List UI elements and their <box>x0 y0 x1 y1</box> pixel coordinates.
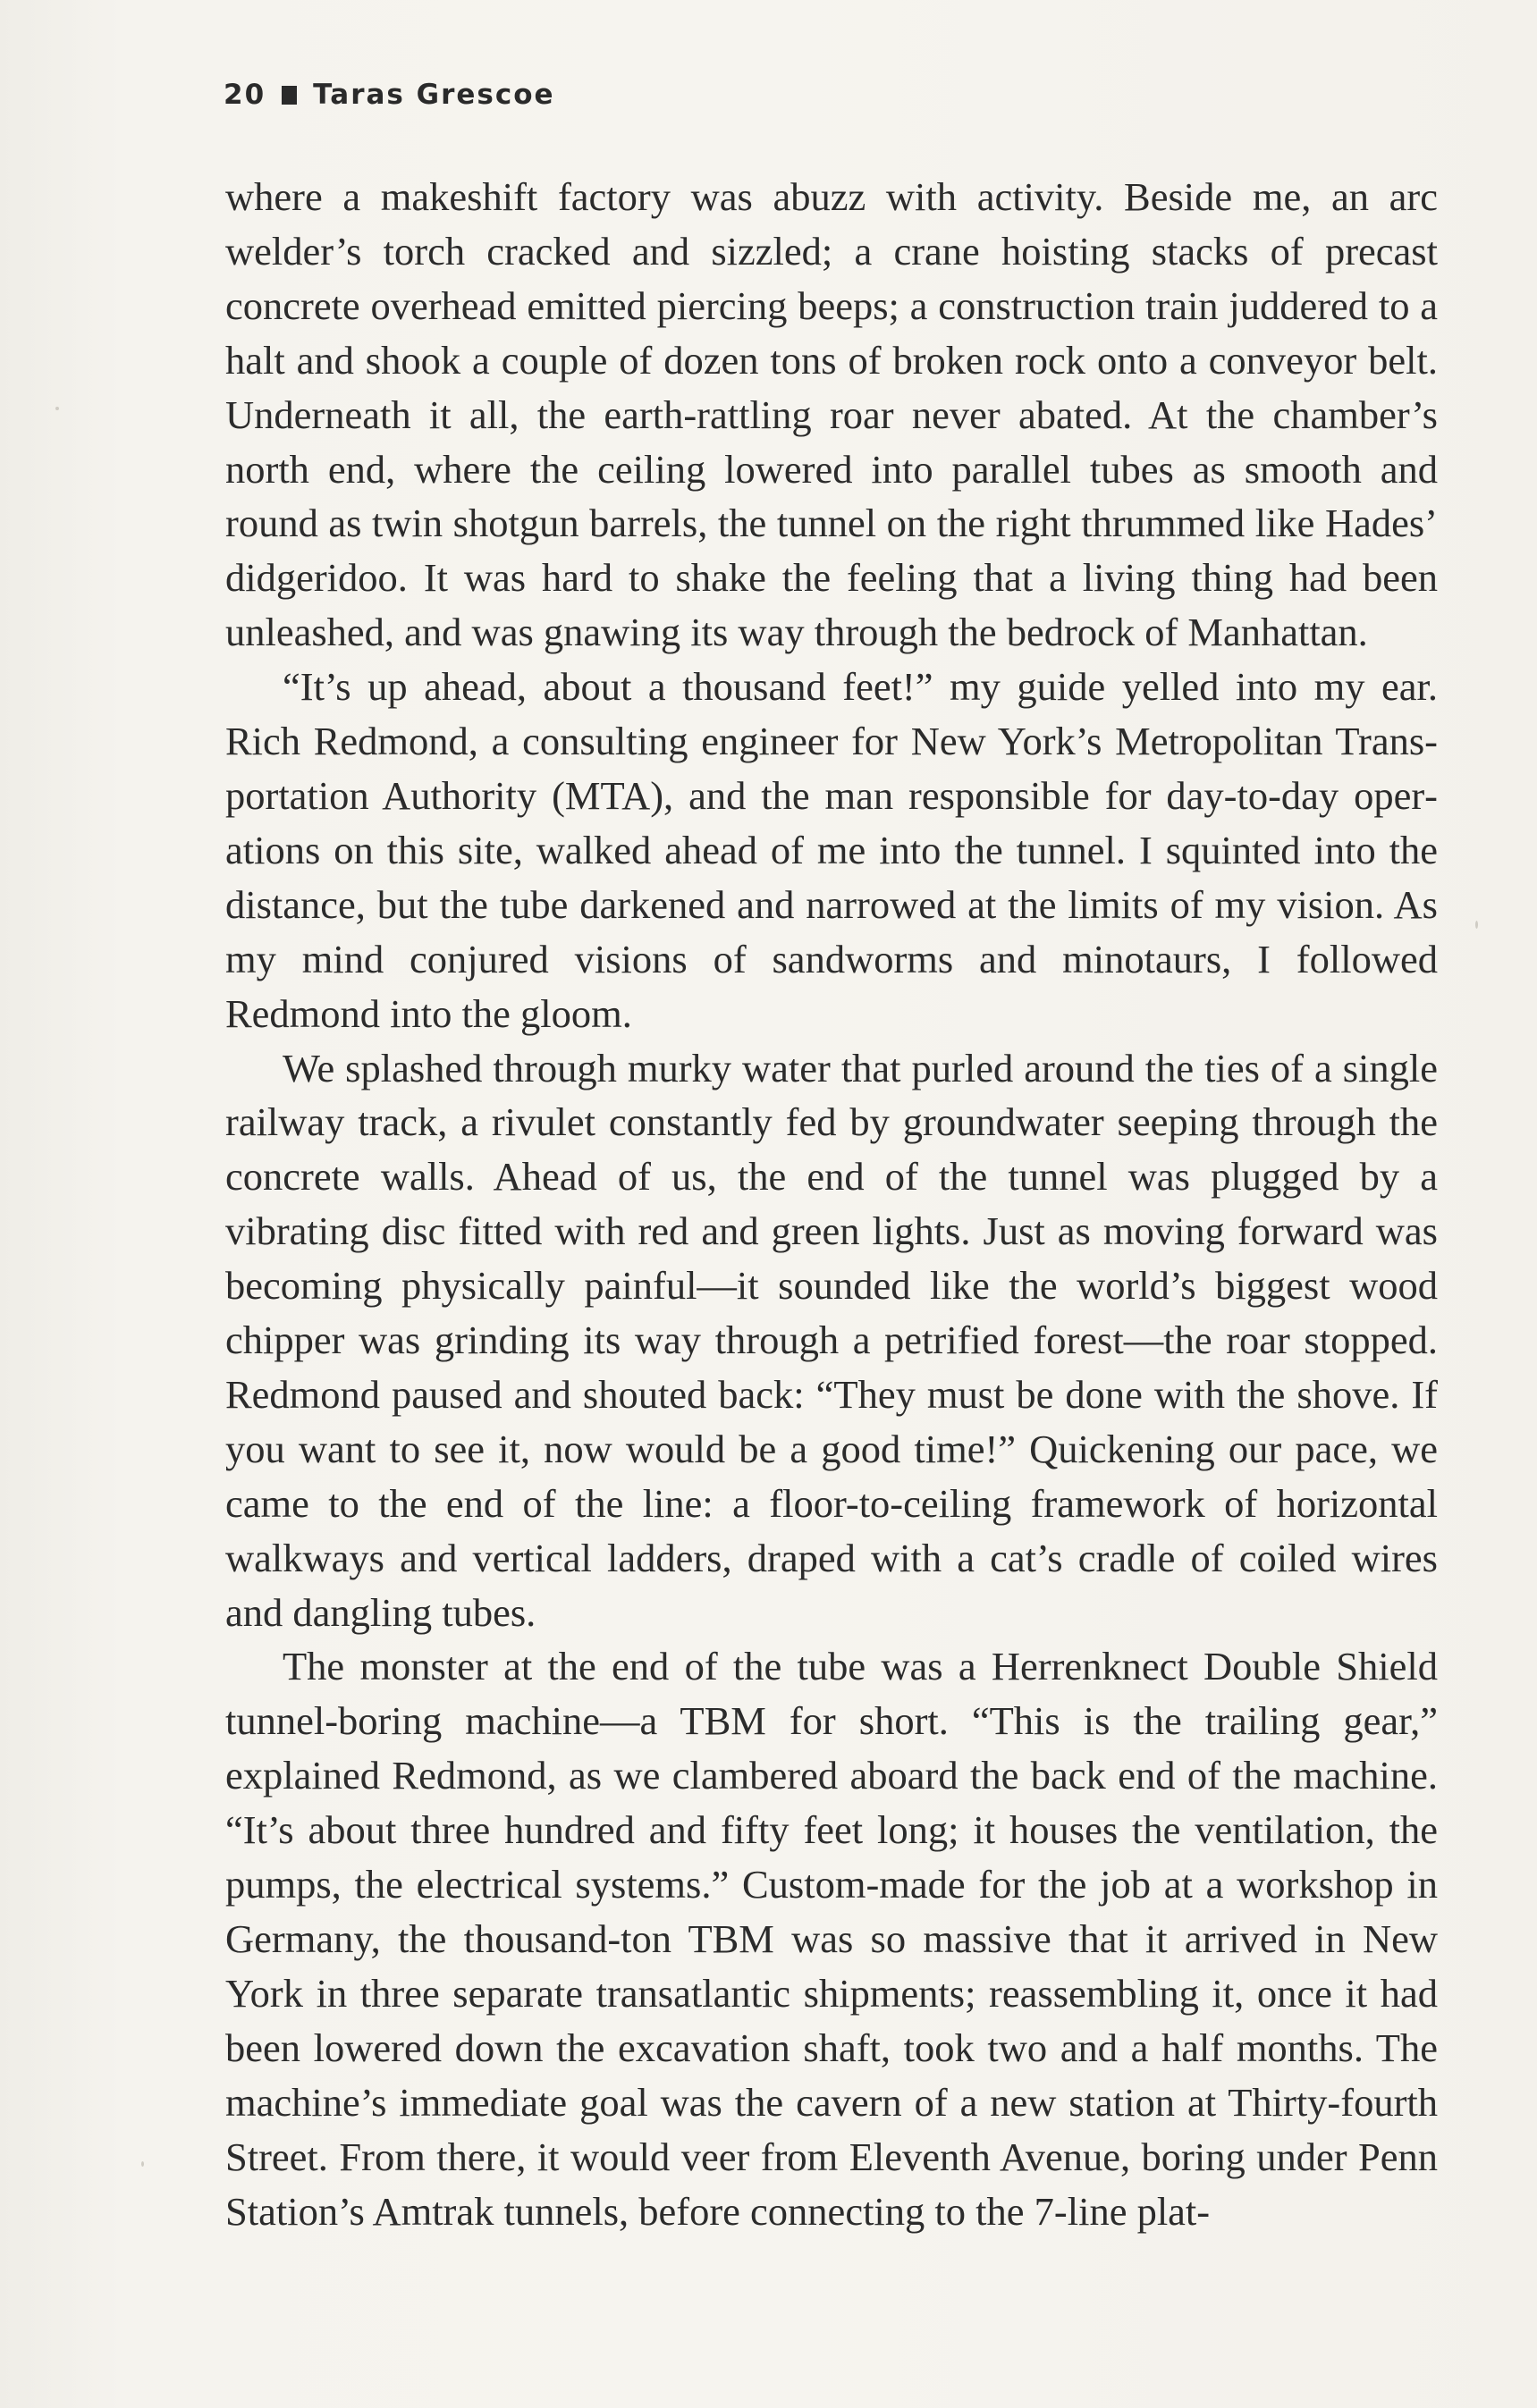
paragraph-3: We splashed through murky water that purled around the ties of a single railway track, a rivulet constantly fed by groundwater seeping through the concrete walls. Ahead of us, the end of the tunnel was plugged by a vibrating disc fitted with red and green lights. Just as moving forward was becoming physically painful—it sounded like the world’s biggest wood chipper was grinding its way through a petrified forest—the roar stopped. Redmond paused and shouted back: “They must be done with the shove. If you want to see it, now would be a good time!” Quickening our pace, we came to the end of the line: a floor-to-ceiling framework of horizontal walkways and vertical ladders, draped with a cat’s cradle of coiled wires and dangling tubes. <box>225 1045 1438 1635</box>
running-head <box>224 79 555 111</box>
paragraph-1: where a makeshift factory was abuzz with activity. Beside me, an arc welder’s torch cracked and sizzled; a crane hoisting stacks of precast concrete overhead emitted piercing beeps; a construction train juddered to a halt and shook a couple of dozen tons of broken rock onto a conveyor belt. Underneath it all, the earth-rattling roar never abated. At the chamber’s north end, where the ceiling lowered into parallel tubes as smooth and round as twin shotgun barrels, the tunnel on the right thrummed like Hades’ didgeridoo. It was hard to shake the feeling that a living thing had been unleashed, and was gnawing its way through the bedrock of Manhattan. <box>225 174 1438 655</box>
paper-speck <box>55 407 59 410</box>
author-name: Taras Grescoe <box>313 79 555 111</box>
paragraph-2: “It’s up ahead, about a thousand feet!” my guide yelled into my ear. Rich Redmond, a consulting engineer for New York’s Metropolitan Transportation Authority (MTA), and the man responsible for day-to-day operations on this site, walked ahead of me into the tunnel. I squinted into the distance, but the tube darkened and narrowed at the limits of my vision. As my mind conjured visions of sandworms and minotaurs, I followed Redmond into the gloom. <box>225 664 1438 1036</box>
page-number: 20 <box>224 79 266 111</box>
paper-speck <box>141 2161 144 2167</box>
paper-speck <box>1475 921 1478 929</box>
body-text <box>225 170 1438 2238</box>
paragraph-4: The monster at the end of the tube was a Herrenknect Double Shield tunnel-boring machine—a TBM for short. “This is the trailing gear,” explained Redmond, as we clambered aboard the back end of the machine. “It’s about three hundred and fifty feet long; it houses the ventilation, the pumps, the electrical systems.” Custom-made for the job at a workshop in Germany, the thousand-ton TBM was so massive that it arrived in New York in three separate transatlantic shipments; reassembling it, once it had been lowered down the excavation shaft, took two and a half months. The machine’s immediate goal was the cavern of a new station at Thirty-fourth Street. From there, it would veer from Eleventh Avenue, boring under Penn Station’s Amtrak tunnels, before connecting to the 7-line plat- <box>225 1644 1438 2234</box>
square-separator-icon <box>282 86 297 105</box>
